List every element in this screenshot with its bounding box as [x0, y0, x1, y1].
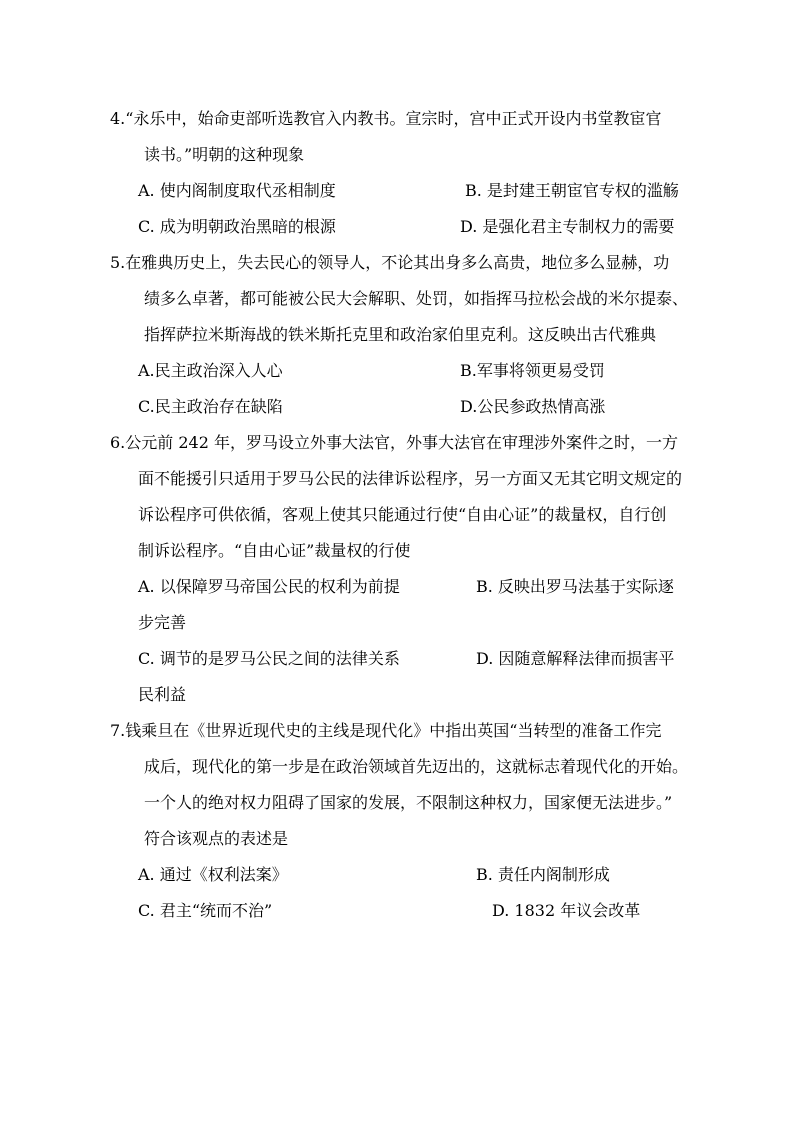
- q5-option-a: A.民主政治深入人心: [138, 361, 283, 380]
- q5-option-d: D.公民参政热情高涨: [460, 397, 606, 416]
- q4-option-b: B. 是封建王朝宦官专权的滥觞: [465, 181, 679, 200]
- q5-option-c: C.民主政治存在缺陷: [138, 397, 283, 416]
- q7-stem-line-4: 符合该观点的表述是: [144, 829, 289, 848]
- q6-stem-line-3: 诉讼程序可供依循，客观上使其只能通过行使“自由心证”的裁量权，自行创: [138, 505, 667, 524]
- q5-option-b: B.军事将领更易受罚: [460, 361, 605, 380]
- q5-stem-line-2: 绩多么卓著，都可能被公民大会解职、处罚，如指挥马拉松会战的米尔提泰、: [144, 289, 689, 308]
- q5-stem-line-3: 指挥萨拉米斯海战的铁米斯托克里和政治家伯里克利。这反映出古代雅典: [144, 325, 657, 344]
- q7-option-b: B. 责任内阁制形成: [476, 865, 610, 884]
- q7-option-a: A. 通过《权利法案》: [138, 865, 288, 884]
- q7-option-c: C. 君主“统而不治”: [138, 901, 273, 920]
- q6-option-d: D. 因随意解释法律而损害平: [476, 649, 675, 668]
- q6-option-a: A. 以保障罗马帝国公民的权利为前提: [138, 577, 400, 596]
- q4-option-d: D. 是强化君主专制权力的需要: [460, 217, 675, 236]
- q6-stem-line-1: 6.公元前 242 年，罗马设立外事大法官，外事大法官在审理涉外案件之时，一方: [110, 433, 678, 452]
- q6-option-c: C. 调节的是罗马公民之间的法律关系: [138, 649, 400, 668]
- q4-option-a: A. 使内阁制度取代丞相制度: [138, 181, 336, 200]
- q4-option-c: C. 成为明朝政治黑暗的根源: [138, 217, 336, 236]
- q6-stem-line-2: 面不能援引只适用于罗马公民的法律诉讼程序，另一方面又无其它明文规定的: [138, 469, 683, 488]
- q6-option-b: B. 反映出罗马法基于实际逐: [476, 577, 674, 596]
- q5-stem-line-1: 5.在雅典历史上，失去民心的领导人，不论其出身多么高贵，地位多么显赫，功: [110, 253, 670, 272]
- q4-stem-line-2: 读书。”明朝的这种现象: [144, 145, 305, 164]
- q7-stem-line-3: 一个人的绝对权力阻碍了国家的发展，不限制这种权力，国家便无法进步。”: [144, 793, 673, 812]
- q7-option-d: D. 1832 年议会改革: [492, 901, 641, 920]
- q4-stem-line-1: 4.“永乐中，始命吏部听选教官入内教书。宣宗时，宫中正式开设内书堂教宦官: [110, 109, 662, 128]
- q6-stem-line-4: 制诉讼程序。“自由心证”裁量权的行使: [138, 541, 411, 560]
- q7-stem-line-2: 成后，现代化的第一步是在政治领域首先迈出的，这就标志着现代化的开始。: [144, 757, 689, 776]
- q6-option-b-continued: 步完善: [138, 613, 187, 632]
- q6-option-d-continued: 民利益: [138, 685, 187, 704]
- q7-stem-line-1: 7.钱乘旦在《世界近现代史的主线是现代化》中指出英国“当转型的准备工作完: [110, 721, 662, 740]
